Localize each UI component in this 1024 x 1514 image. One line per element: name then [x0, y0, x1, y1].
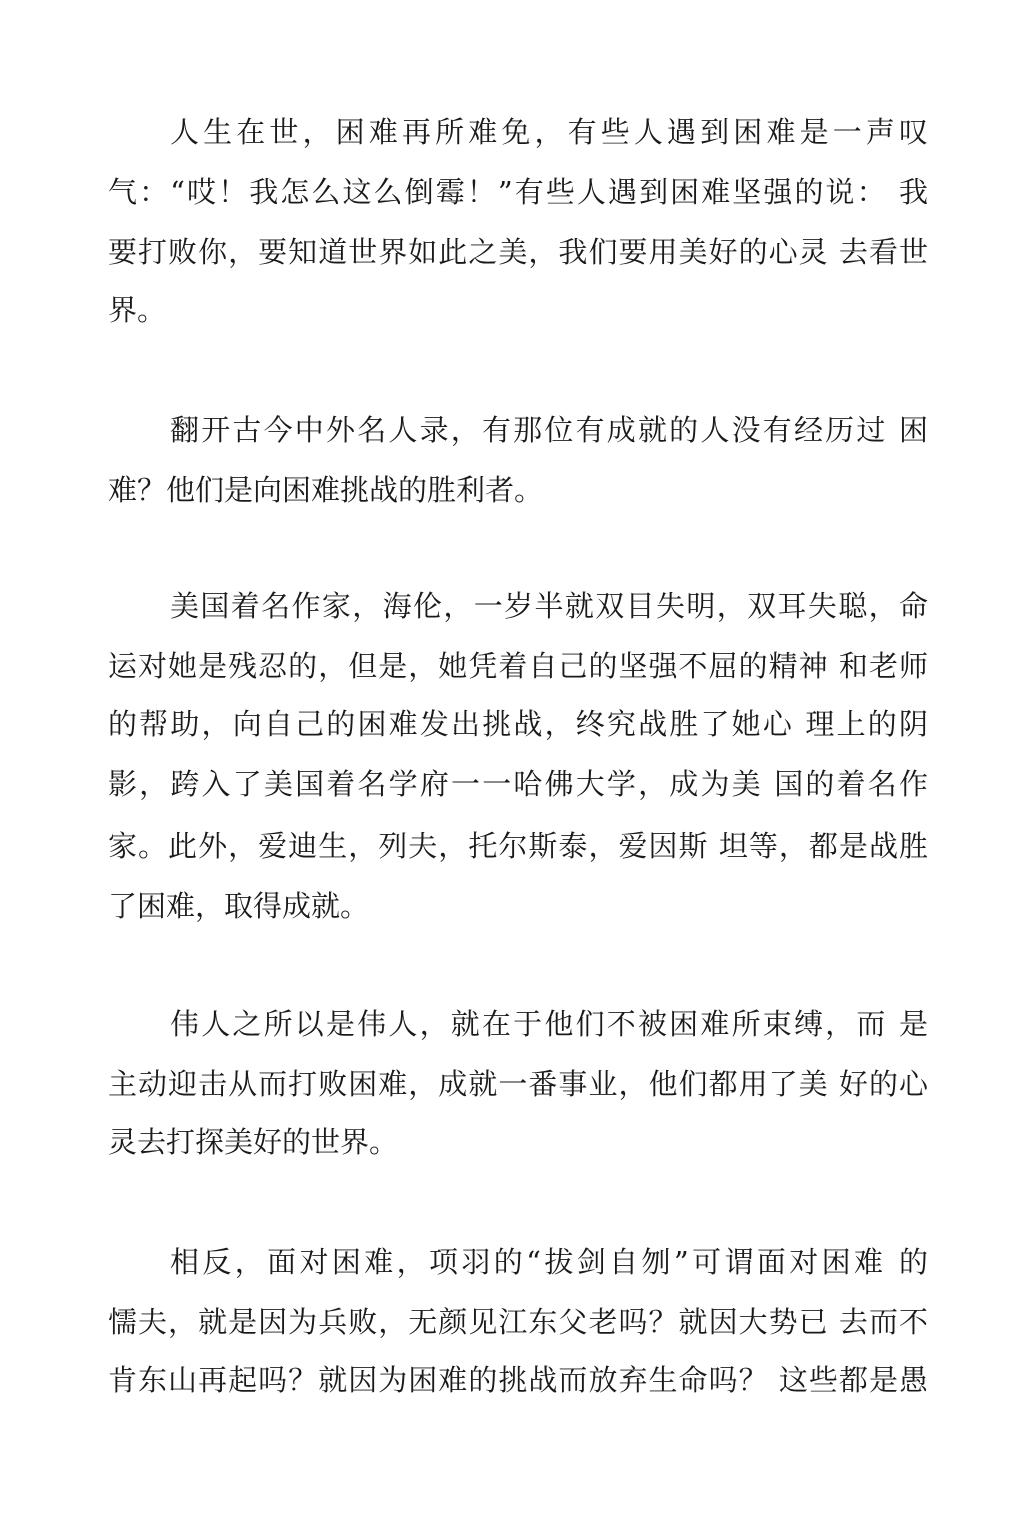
paragraph-2-line-1: 翻开古今中外名人录，有那位有成就的人没有经历过 困: [170, 413, 928, 447]
paragraph-4-line-1: 伟人之所以是伟人，就在于他们不被困难所束缚，而 是: [170, 1007, 928, 1041]
paragraph-2-line-2: 难？他们是向困难挑战的胜利者。: [108, 473, 544, 507]
paragraph-3-line-2: 运对她是残忍的，但是，她凭着自己的坚强不屈的精神 和老师: [108, 649, 928, 683]
paragraph-5-line-1: 相反，面对困难，项羽的“拔剑自刎”可谓面对困难 的: [170, 1245, 928, 1279]
paragraph-4-line-3: 灵去打探美好的世界。: [108, 1125, 399, 1159]
paragraph-5-line-3: 肯东山再起吗？就因为困难的挑战而放弃生命吗？ 这些都是愚: [108, 1363, 928, 1397]
paragraph-1-line-2: 气：“哎！我怎么这么倒霉！”有些人遇到困难坚强的说： 我: [108, 175, 928, 209]
paragraph-4-line-2: 主动迎击从而打败困难，成就一番事业，他们都用了美 好的心: [108, 1067, 928, 1101]
paragraph-5-line-2: 懦夫，就是因为兵败，无颜见江东父老吗？就因大势已 去而不: [108, 1305, 928, 1339]
paragraph-1-line-4: 界。: [108, 293, 167, 327]
paragraph-3-line-4: 影，跨入了美国着名学府一一哈佛大学，成为美 国的着名作: [108, 767, 928, 801]
paragraph-3-line-3: 的帮助，向自己的困难发出挑战，终究战胜了她心 理上的阴: [108, 707, 928, 741]
paragraph-1-line-1: 人生在世，困难再所难免，有些人遇到困难是一声叹: [170, 115, 928, 149]
paragraph-3-line-5: 家。此外，爱迪生，列夫，托尔斯泰，爱因斯 坦等，都是战胜: [108, 829, 928, 863]
paragraph-3-line-1: 美国着名作家，海伦，一岁半就双目失明，双耳失聪，命: [170, 589, 928, 623]
paragraph-3-line-6: 了困难，取得成就。: [108, 889, 370, 923]
paragraph-1-line-3: 要打败你，要知道世界如此之美，我们要用美好的心灵 去看世: [108, 235, 928, 269]
